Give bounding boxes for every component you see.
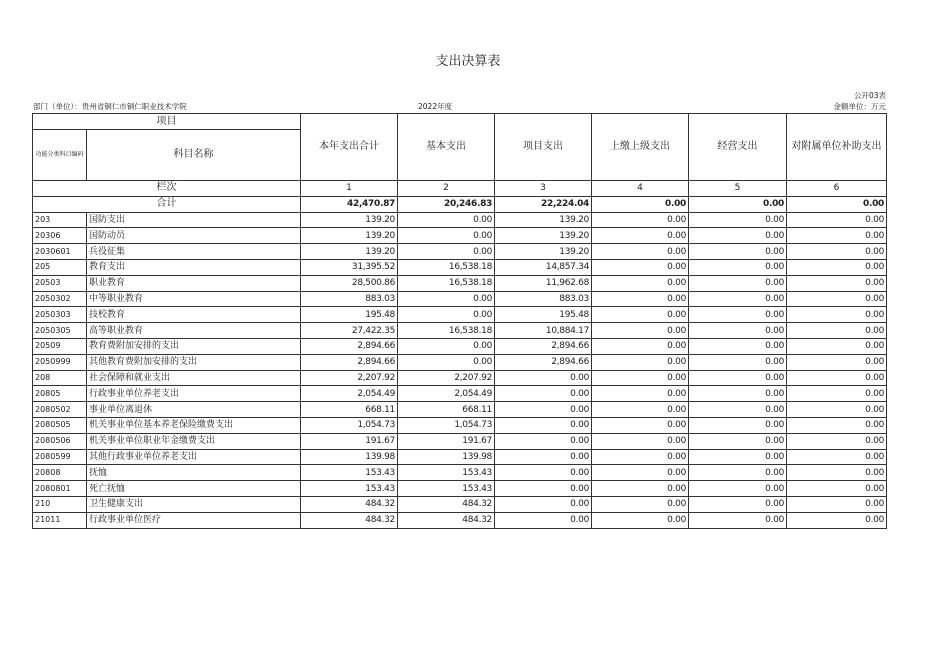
- row-value: 0.00: [398, 307, 495, 323]
- row-value: 0.00: [592, 291, 689, 307]
- row-value: 0.00: [787, 386, 887, 402]
- col-num: 4: [592, 181, 689, 197]
- row-name: 其他教育费附加安排的支出: [87, 354, 301, 370]
- form-number: 公开03表: [853, 91, 886, 100]
- row-value: 2,054.49: [301, 386, 398, 402]
- row-value: 883.03: [495, 291, 592, 307]
- row-code: 2080505: [33, 417, 87, 433]
- row-name: 教育支出: [87, 259, 301, 275]
- row-value: 27,422.35: [301, 323, 398, 339]
- row-value: 139.20: [301, 228, 398, 244]
- row-value: 0.00: [592, 338, 689, 354]
- row-value: 0.00: [787, 244, 887, 260]
- row-value: 16,538.18: [398, 275, 495, 291]
- table-row: [33, 433, 887, 449]
- amount-unit: 金额单位：万元: [833, 102, 886, 111]
- row-value: 191.67: [301, 433, 398, 449]
- row-value: 0.00: [398, 354, 495, 370]
- row-value: 0.00: [787, 307, 887, 323]
- header-item: 项目: [33, 114, 301, 130]
- row-value: 0.00: [787, 496, 887, 512]
- row-value: 0.00: [592, 244, 689, 260]
- table-row: [33, 259, 887, 275]
- row-name: 社会保障和就业支出: [87, 370, 301, 386]
- expenditure-table: [32, 113, 887, 529]
- row-name: 其他行政事业单位养老支出: [87, 449, 301, 465]
- col-num: 3: [495, 181, 592, 197]
- row-value: 195.48: [495, 307, 592, 323]
- row-value: 0.00: [689, 481, 787, 497]
- row-value: 0.00: [689, 496, 787, 512]
- row-name: 机关事业单位职业年金缴费支出: [87, 433, 301, 449]
- row-value: 0.00: [398, 244, 495, 260]
- total-label: 合计: [33, 196, 301, 212]
- row-value: 484.32: [398, 496, 495, 512]
- row-value: 28,500.86: [301, 275, 398, 291]
- row-value: 0.00: [689, 291, 787, 307]
- table-row: [33, 323, 887, 339]
- row-value: 0.00: [495, 465, 592, 481]
- row-code: 2030601: [33, 244, 87, 260]
- total-value: 0.00: [787, 196, 887, 212]
- row-value: 0.00: [495, 481, 592, 497]
- row-value: 0.00: [592, 512, 689, 528]
- row-value: 0.00: [592, 228, 689, 244]
- row-value: 0.00: [495, 449, 592, 465]
- row-value: 16,538.18: [398, 259, 495, 275]
- row-value: 2,894.66: [301, 338, 398, 354]
- row-code: 21011: [33, 512, 87, 528]
- row-value: 2,894.66: [301, 354, 398, 370]
- row-value: 139.20: [301, 212, 398, 228]
- row-name: 技校教育: [87, 307, 301, 323]
- row-value: 0.00: [787, 433, 887, 449]
- row-value: 883.03: [301, 291, 398, 307]
- row-value: 11,962.68: [495, 275, 592, 291]
- row-value: 0.00: [689, 386, 787, 402]
- total-value: 42,470.87: [301, 196, 398, 212]
- row-value: 0.00: [689, 338, 787, 354]
- row-value: 0.00: [689, 417, 787, 433]
- row-value: 0.00: [787, 275, 887, 291]
- row-value: 0.00: [398, 338, 495, 354]
- row-name: 高等职业教育: [87, 323, 301, 339]
- row-value: 0.00: [398, 228, 495, 244]
- row-value: 0.00: [689, 244, 787, 260]
- header-total: 本年支出合计: [301, 114, 398, 181]
- row-value: 139.20: [495, 212, 592, 228]
- row-code: 20306: [33, 228, 87, 244]
- col-num: 2: [398, 181, 495, 197]
- row-code: 2080599: [33, 449, 87, 465]
- row-value: 1,054.73: [398, 417, 495, 433]
- header-subsidy: 对附属单位补助支出: [787, 114, 887, 181]
- row-value: 0.00: [689, 433, 787, 449]
- row-value: 0.00: [495, 402, 592, 418]
- row-name: 兵役征集: [87, 244, 301, 260]
- row-value: 0.00: [787, 417, 887, 433]
- unit-label: 部门（单位）：贵州省铜仁市铜仁职业技术学院: [33, 102, 187, 111]
- row-value: 0.00: [689, 212, 787, 228]
- row-code: 2050302: [33, 291, 87, 307]
- table-row: [33, 275, 887, 291]
- row-value: 2,207.92: [398, 370, 495, 386]
- row-value: 0.00: [787, 370, 887, 386]
- total-value: 20,246.83: [398, 196, 495, 212]
- table-row: [33, 386, 887, 402]
- page-title: 支出决算表: [435, 54, 501, 69]
- row-code: 210: [33, 496, 87, 512]
- row-value: 1,054.73: [301, 417, 398, 433]
- table-row: [33, 496, 887, 512]
- row-name: 抚恤: [87, 465, 301, 481]
- header-project: 项目支出: [495, 114, 592, 181]
- header-basic: 基本支出: [398, 114, 495, 181]
- row-code: 208: [33, 370, 87, 386]
- row-value: 0.00: [495, 417, 592, 433]
- col-num: 5: [689, 181, 787, 197]
- row-value: 0.00: [689, 512, 787, 528]
- table-row: [33, 291, 887, 307]
- row-value: 0.00: [787, 449, 887, 465]
- row-value: 0.00: [592, 307, 689, 323]
- row-value: 139.20: [301, 244, 398, 260]
- row-code: 2080502: [33, 402, 87, 418]
- total-value: 22,224.04: [495, 196, 592, 212]
- row-code: 2080801: [33, 481, 87, 497]
- row-value: 0.00: [787, 512, 887, 528]
- row-value: 0.00: [398, 291, 495, 307]
- row-value: 31,395.52: [301, 259, 398, 275]
- row-value: 0.00: [592, 402, 689, 418]
- row-value: 2,207.92: [301, 370, 398, 386]
- row-name: 行政事业单位医疗: [87, 512, 301, 528]
- row-code: 2050305: [33, 323, 87, 339]
- row-value: 0.00: [592, 370, 689, 386]
- row-value: 0.00: [495, 433, 592, 449]
- table-row: [33, 354, 887, 370]
- row-name: 国防支出: [87, 212, 301, 228]
- row-value: 10,884.17: [495, 323, 592, 339]
- row-value: 0.00: [689, 370, 787, 386]
- row-value: 0.00: [787, 354, 887, 370]
- row-value: 2,894.66: [495, 354, 592, 370]
- row-value: 668.11: [301, 402, 398, 418]
- row-value: 0.00: [787, 291, 887, 307]
- row-value: 484.32: [301, 496, 398, 512]
- row-label: 栏次: [33, 181, 301, 197]
- row-value: 0.00: [592, 354, 689, 370]
- row-value: 14,857.34: [495, 259, 592, 275]
- table-row: [33, 338, 887, 354]
- row-value: 0.00: [495, 386, 592, 402]
- row-value: 484.32: [301, 512, 398, 528]
- row-value: 0.00: [787, 228, 887, 244]
- total-value: 0.00: [592, 196, 689, 212]
- row-code: 20509: [33, 338, 87, 354]
- row-name: 教育费附加安排的支出: [87, 338, 301, 354]
- row-name: 行政事业单位养老支出: [87, 386, 301, 402]
- row-code: 2080506: [33, 433, 87, 449]
- row-value: 153.43: [301, 481, 398, 497]
- row-code: 20808: [33, 465, 87, 481]
- header-code: 功能分类科目编码: [33, 130, 87, 181]
- row-value: 0.00: [689, 354, 787, 370]
- row-value: 0.00: [592, 212, 689, 228]
- table-row: [33, 465, 887, 481]
- row-value: 0.00: [495, 370, 592, 386]
- table-row: [33, 402, 887, 418]
- row-code: 2050999: [33, 354, 87, 370]
- row-value: 0.00: [592, 433, 689, 449]
- table-row: [33, 370, 887, 386]
- table-row: [33, 228, 887, 244]
- row-value: 0.00: [787, 259, 887, 275]
- row-name: 事业单位离退休: [87, 402, 301, 418]
- row-value: 0.00: [592, 323, 689, 339]
- row-code: 203: [33, 212, 87, 228]
- row-value: 0.00: [495, 512, 592, 528]
- row-value: 0.00: [787, 338, 887, 354]
- header-upper: 上缴上级支出: [592, 114, 689, 181]
- row-value: 0.00: [689, 307, 787, 323]
- row-value: 191.67: [398, 433, 495, 449]
- row-value: 0.00: [689, 228, 787, 244]
- row-value: 0.00: [787, 212, 887, 228]
- row-value: 0.00: [787, 465, 887, 481]
- row-value: 0.00: [592, 417, 689, 433]
- row-value: 139.20: [495, 244, 592, 260]
- row-value: 0.00: [398, 212, 495, 228]
- row-value: 0.00: [592, 481, 689, 497]
- row-value: 484.32: [398, 512, 495, 528]
- table-row: [33, 307, 887, 323]
- year-label: 2022年度: [418, 102, 453, 111]
- table-row: [33, 244, 887, 260]
- row-value: 0.00: [592, 465, 689, 481]
- row-code: 20805: [33, 386, 87, 402]
- table-row: [33, 449, 887, 465]
- row-value: 139.20: [495, 228, 592, 244]
- table-row: [33, 212, 887, 228]
- row-value: 139.98: [398, 449, 495, 465]
- row-value: 0.00: [689, 323, 787, 339]
- row-value: 2,054.49: [398, 386, 495, 402]
- row-value: 0.00: [689, 465, 787, 481]
- table-row: [33, 481, 887, 497]
- row-value: 0.00: [787, 323, 887, 339]
- row-name: 中等职业教育: [87, 291, 301, 307]
- row-value: 0.00: [689, 275, 787, 291]
- row-value: 153.43: [398, 481, 495, 497]
- row-value: 16,538.18: [398, 323, 495, 339]
- row-value: 2,894.66: [495, 338, 592, 354]
- row-value: 0.00: [592, 275, 689, 291]
- row-value: 0.00: [592, 386, 689, 402]
- col-num: 6: [787, 181, 887, 197]
- row-value: 0.00: [689, 402, 787, 418]
- row-value: 0.00: [592, 449, 689, 465]
- table-row: [33, 417, 887, 433]
- row-value: 0.00: [592, 259, 689, 275]
- row-value: 139.98: [301, 449, 398, 465]
- row-value: 195.48: [301, 307, 398, 323]
- row-code: 2050303: [33, 307, 87, 323]
- row-value: 0.00: [592, 496, 689, 512]
- total-value: 0.00: [689, 196, 787, 212]
- row-name: 卫生健康支出: [87, 496, 301, 512]
- row-code: 20503: [33, 275, 87, 291]
- row-value: 153.43: [398, 465, 495, 481]
- header-name: 科目名称: [87, 130, 301, 181]
- row-name: 国防动员: [87, 228, 301, 244]
- row-value: 0.00: [495, 496, 592, 512]
- table-row: [33, 512, 887, 528]
- row-name: 机关事业单位基本养老保险缴费支出: [87, 417, 301, 433]
- row-value: 153.43: [301, 465, 398, 481]
- row-name: 死亡抚恤: [87, 481, 301, 497]
- row-value: 0.00: [787, 481, 887, 497]
- header-business: 经营支出: [689, 114, 787, 181]
- row-name: 职业教育: [87, 275, 301, 291]
- row-value: 668.11: [398, 402, 495, 418]
- total-row: [33, 196, 887, 212]
- row-value: 0.00: [787, 402, 887, 418]
- col-num: 1: [301, 181, 398, 197]
- row-value: 0.00: [689, 449, 787, 465]
- row-value: 0.00: [689, 259, 787, 275]
- row-code: 205: [33, 259, 87, 275]
